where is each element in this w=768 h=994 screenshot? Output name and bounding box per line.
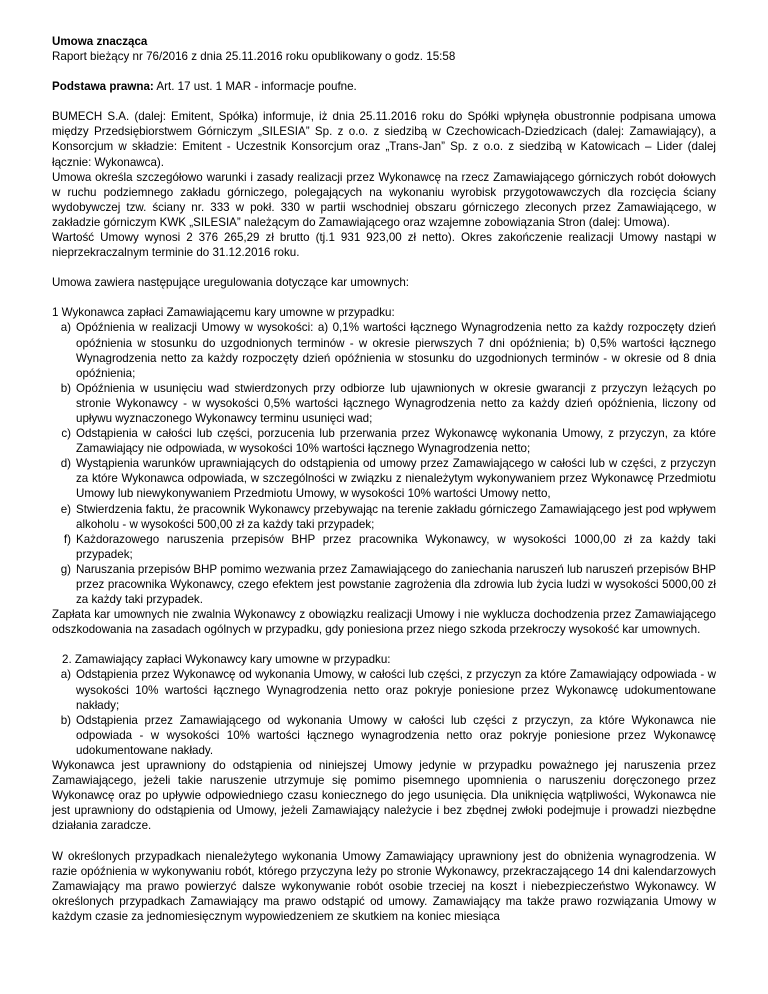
intro-paragraph: Wartość Umowy wynosi 2 376 265,29 zł brutto (tj.1 931 923,00 zł netto). Okres zakończenie realizacji Umowy nastąpi w nieprzekraczalnym terminie do 31.12.2016 roku. bbox=[52, 231, 716, 260]
list-item bbox=[52, 667, 716, 712]
section1-heading: 1 Wykonawca zapłaci Zamawiającemu kary umowne w przypadku: bbox=[52, 306, 395, 320]
intro-paragraph: Umowa określa szczegółowo warunki i zasady realizacji przez Wykonawcę na rzecz Zamawiającego górniczych robót dołowych w ruchu podziemnego zakładu górniczego, polegających na wykonaniu wyrobisk przygotowawczych dla rozcięcia ściany wydobywczej tzw. ściany nr. 333 w pokł. 330 w partii wschodniej obszaru górniczego zleconych przez Zamawiającego, w zakładzie górniczym KWK „SILESIA” należącym do Zamawiającego oraz wzajemne zobowiązania Stron (dalej: Umowa). bbox=[52, 170, 716, 229]
list-marker: d) bbox=[60, 457, 71, 471]
legal-basis bbox=[52, 79, 716, 94]
report-line: Raport bieżący nr 76/2016 z dnia 25.11.2016 roku opublikowany o godz. 15:58 bbox=[52, 50, 456, 64]
list-marker: b) bbox=[60, 713, 71, 727]
list-text: Odstąpienia przez Zamawiającego od wykonania Umowy w całości lub części z przyczyn, za które Wykonawca nie odpowiada - w wysokości 10% wartości łącznego wynagrodzenia netto oraz pokryje poniesione przez Wykonawcę udokumentowane nakłady. bbox=[76, 713, 716, 757]
legal-basis-label: Podstawa prawna: bbox=[52, 80, 154, 94]
list-marker: a) bbox=[60, 668, 71, 682]
list-text: Opóźnienia w realizacji Umowy w wysokości: a) 0,1% wartości łącznego Wynagrodzenia netto za każdy rozpoczęty dzień opóźnienia w stosunku do uzgodnionych terminów - w okresie pierwszych 7 dni opóźnienia; b) 0,5% wartości łącznego Wynagrodzenia netto za każdy rozpoczęty dzień opóźnienia w stosunku do uzgodnionych terminów - w okresie od 8 dnia opóźnienia; bbox=[76, 321, 716, 380]
intro-paragraph: BUMECH S.A. (dalej: Emitent, Spółka) informuje, iż dnia 25.11.2016 roku do Spółki wpłynęła obustronnie podpisana umowa między Przedsiębiorstwem Górniczym „SILESIA” Sp. z o.o. z siedzibą w Czechowicach-Dziedzicach (dalej: Zamawiający), a Konsorcjum w składzie: Emitent - Uczestnik Konsorcjum oraz „Trans-Jan” Sp. z o.o. z siedzibą w Katowicach – Lider (dalej łącznie: Wykonawca). bbox=[52, 110, 716, 169]
list-marker: c) bbox=[61, 427, 71, 441]
list-item bbox=[52, 381, 716, 426]
section2-list bbox=[52, 667, 716, 758]
list-item bbox=[52, 426, 716, 456]
legal-basis-text: Art. 17 ust. 1 MAR - informacje poufne. bbox=[153, 80, 357, 94]
section2-heading: 2. Zamawiający zapłaci Wykonawcy kary umowne w przypadku: bbox=[62, 653, 391, 667]
final-paragraph: W określonych przypadkach nienależytego wykonania Umowy Zamawiający uprawniony jest do obniżenia wynagrodzenia. W razie opóźnienia w wykonywaniu robót, którego przyczyna leży po stronie Wykonawcy, przekraczającego 14 dni kalendarzowych Zamawiający ma prawo powierzyć dalsze wykonywanie robót osobie trzeciej na koszt i niebezpieczeństwo Wykonawcy. W określonych przypadkach Zamawiający ma prawo odstąpić od umowy. Zamawiający ma także prawo rozwiązania Umowy w każdym czasie za jednomiesięcznym wypowiedzeniem ze skutkiem na koniec miesiąca bbox=[52, 849, 716, 923]
list-item bbox=[52, 320, 716, 380]
section1-list bbox=[52, 320, 716, 607]
list-text: Każdorazowego naruszenia przepisów BHP przez pracownika Wykonawcy, w wysokości 1000,00 zł za każdy taki przypadek; bbox=[76, 532, 716, 561]
list-text: Stwierdzenia faktu, że pracownik Wykonawcy przebywając na terenie zakładu górniczego Zamawiającego jest pod wpływem alkoholu - w wysokości 500,00 zł za każdy taki przypadek; bbox=[76, 502, 716, 531]
list-marker: g) bbox=[60, 562, 71, 576]
list-marker: a) bbox=[60, 321, 71, 335]
list-item bbox=[52, 562, 716, 607]
list-text: Wystąpienia warunków uprawniających do odstąpienia od umowy przez Zamawiającego w całości lub w części, z przyczyn za które Wykonawca odpowiada, w szczególności w związku z nienależytym wykonywaniem przez Wykonawcę Przedmiotu Umowy lub niewykonywaniem Przedmiotu Umowy, w wysokości 10% wartości Umowy netto, bbox=[76, 457, 716, 501]
section2-closing: Wykonawca jest uprawniony do odstąpienia od niniejszej Umowy jedynie w przypadku poważnego jej naruszenia przez Zamawiającego, jeżeli takie naruszenie utrzymuje się pomimo pisemnego upomnienia o naruszeniu doręczonego przez Wykonawcę oraz po upływie odpowiedniego czasu koniecznego do jego usunięcia. Dla uniknięcia wątpliwości, Wykonawca nie jest uprawniony do odstąpienia od Umowy, jeżeli Zamawiający należycie i bez zbędnej zwłoki podejmuje i prowadzi niezbędne działania zaradcze. bbox=[52, 759, 716, 833]
penalties-intro: Umowa zawiera następujące uregulowania dotyczące kar umownych: bbox=[52, 276, 410, 290]
list-marker: f) bbox=[63, 532, 71, 546]
list-item bbox=[52, 532, 716, 562]
list-text: Odstąpienia w całości lub części, porzucenia lub przerwania przez Wykonawcę wykonania Umowy, z przyczyn, za które Zamawiający nie odpowiada, w wysokości 10% wartości łącznego Wynagrodzenia netto; bbox=[76, 427, 716, 456]
list-text: Naruszania przepisów BHP pomimo wezwania przez Zamawiającego do zaniechania naruszeń lub naruszeń przepisów BHP przez pracownika Wykonawcy, czego efektem jest powstanie zagrożenia dla zdrowia lub życia ludzi w wysokości 5000,00 zł za każdy taki przypadek. bbox=[76, 562, 716, 607]
list-item bbox=[52, 502, 716, 532]
document-title: Umowa znacząca bbox=[52, 35, 148, 48]
list-marker: b) bbox=[60, 381, 71, 395]
list-text: Odstąpienia przez Wykonawcę od wykonania Umowy, w całości lub części, z przyczyn za które Zamawiający odpowiada - w wysokości 10% wartości łącznego Wynagrodzenia netto oraz pokryje poniesione przez Wykonawcę udokumentowane nakłady; bbox=[76, 668, 716, 712]
list-item bbox=[52, 456, 716, 501]
document-page bbox=[52, 34, 716, 924]
list-text: Opóźnienia w usunięciu wad stwierdzonych przy odbiorze lub ujawnionych w okresie gwarancji z przyczyn leżących po stronie Wykonawcy - w wysokości 0,5% wartości łącznego Wynagrodzenia netto za każdy dzień opóźnienia, liczony od upływu wyznaczonego Wykonawcy terminu usunięci wad; bbox=[76, 381, 716, 425]
list-marker: e) bbox=[60, 502, 71, 516]
list-item bbox=[52, 713, 716, 758]
section1-closing: Zapłata kar umownych nie zwalnia Wykonawcy z obowiązku realizacji Umowy i nie wyklucza dochodzenia przez Zamawiającego odszkodowania na zasadach ogólnych w przypadku, gdy poniesiona przez niego szkoda przekroczy wysokość kar umownych. bbox=[52, 608, 716, 637]
